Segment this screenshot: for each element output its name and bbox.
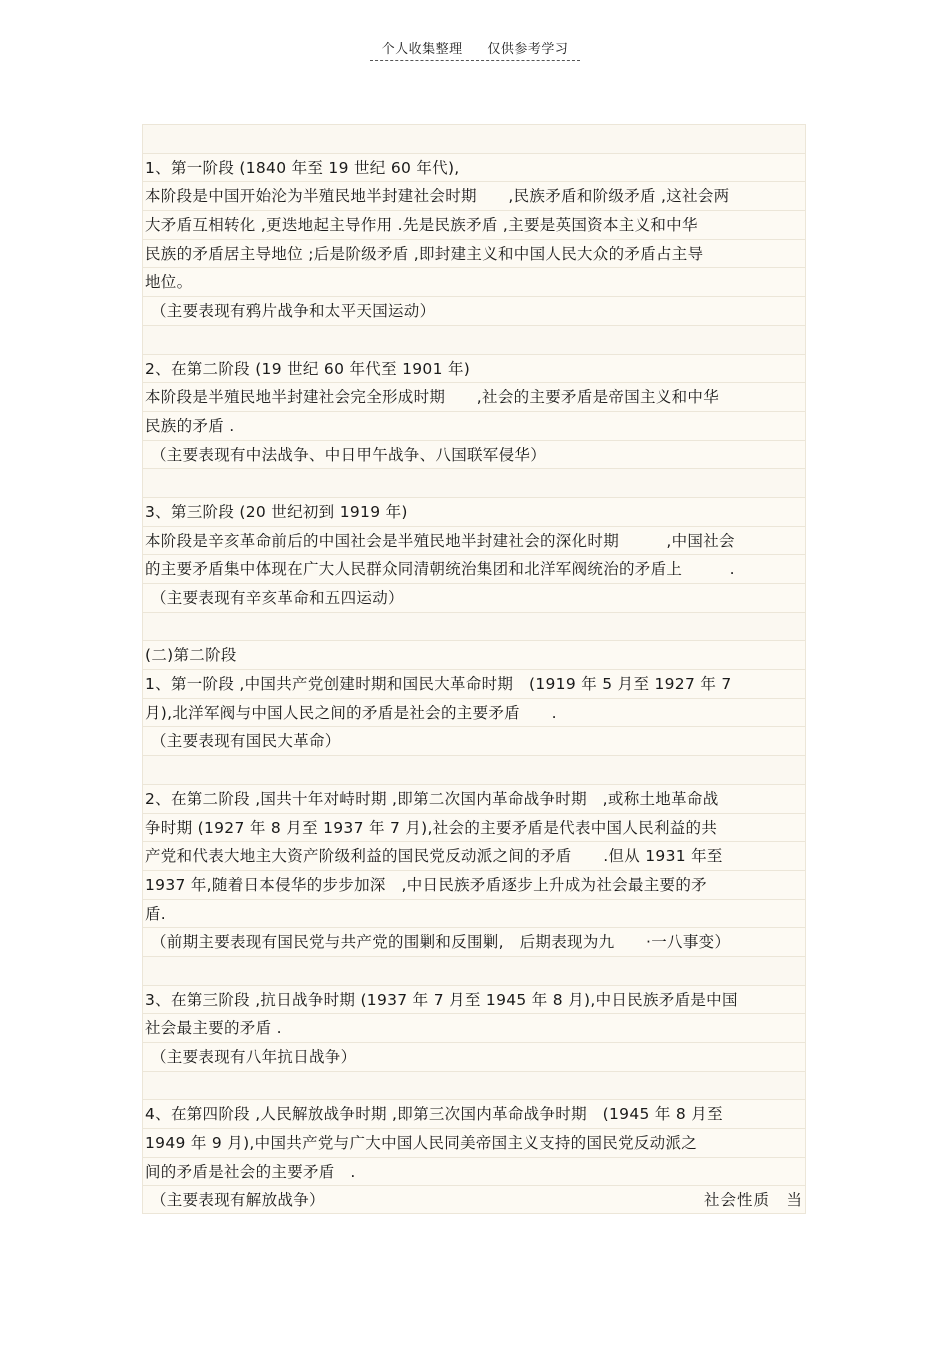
text-line: 2、在第二阶段 ,国共十年对峙时期 ,即第二次国内革命战争时期 ,或称土地革命战	[142, 784, 806, 813]
header-left-text: 个人收集整理	[381, 42, 463, 57]
text-line: （主要表现有鸦片战争和太平天国运动）	[142, 296, 806, 325]
text-line: 3、在第三阶段 ,抗日战争时期 (1937 年 7 月至 1945 年 8 月),中日民族矛盾是中国	[142, 985, 806, 1014]
text-line: 本阶段是辛亥革命前后的中国社会是半殖民地半封建社会的深化时期 ,中国社会	[142, 526, 806, 555]
text-line: （前期主要表现有国民党与共产党的围剿和反围剿, 后期表现为九 ·一八事变）	[142, 927, 806, 956]
text-line: 3、第三阶段 (20 世纪初到 1919 年)	[142, 497, 806, 526]
text-line: 的主要矛盾集中体现在广大人民群众同清朝统治集团和北洋军阀统治的矛盾上 .	[142, 554, 806, 583]
text-line: 间的矛盾是社会的主要矛盾 .	[142, 1157, 806, 1186]
text-line: 4、在第四阶段 ,人民解放战争时期 ,即第三次国内革命战争时期 (1945 年 8 月至	[142, 1099, 806, 1128]
blank-line	[142, 956, 806, 985]
text-line: 月),北洋军阀与中国人民之间的矛盾是社会的主要矛盾 .	[142, 698, 806, 727]
text-line: 1、第一阶段 ,中国共产党创建时期和国民大革命时期 (1919 年 5 月至 1927 年 7	[142, 669, 806, 698]
text-line: 大矛盾互相转化 ,更迭地起主导作用 .先是民族矛盾 ,主要是英国资本主义和中华	[142, 210, 806, 239]
text-line: 民族的矛盾 .	[142, 411, 806, 440]
text-line: 1949 年 9 月),中国共产党与广大中国人民同美帝国主义支持的国民党反动派之	[142, 1128, 806, 1157]
last-line-right: 社会性质 当	[703, 1191, 803, 1210]
text-line: 1937 年,随着日本侵华的步步加深 ,中日民族矛盾逐步上升成为社会最主要的矛	[142, 870, 806, 899]
blank-line	[142, 325, 806, 354]
text-line: （主要表现有八年抗日战争）	[142, 1042, 806, 1071]
text-line: 争时期 (1927 年 8 月至 1937 年 7 月),社会的主要矛盾是代表中国人民利益的共	[142, 813, 806, 842]
blank-line	[142, 468, 806, 497]
text-line: 本阶段是半殖民地半封建社会完全形成时期 ,社会的主要矛盾是帝国主义和中华	[142, 382, 806, 411]
blank-line	[142, 124, 806, 153]
blank-line	[142, 612, 806, 641]
text-line: 2、在第二阶段 (19 世纪 60 年代至 1901 年)	[142, 354, 806, 383]
text-line: (二)第二阶段	[142, 640, 806, 669]
text-line: 1、第一阶段 (1840 年至 19 世纪 60 年代),	[142, 153, 806, 182]
text-line: 社会最主要的矛盾 .	[142, 1013, 806, 1042]
text-line: 本阶段是中国开始沦为半殖民地半封建社会时期 ,民族矛盾和阶级矛盾 ,这社会两	[142, 181, 806, 210]
header-right-text: 仅供参考学习	[487, 42, 569, 57]
text-line: （主要表现有国民大革命）	[142, 726, 806, 755]
text-line: 民族的矛盾居主导地位 ;后是阶级矛盾 ,即封建主义和中国人民大众的矛盾占主导	[142, 239, 806, 268]
text-line: 盾.	[142, 899, 806, 928]
header-underline	[370, 38, 581, 61]
blank-line	[142, 1071, 806, 1100]
blank-line	[142, 755, 806, 784]
text-line-last	[142, 1185, 806, 1214]
document-body	[142, 124, 806, 1214]
text-line: （主要表现有中法战争、中日甲午战争、八国联军侵华）	[142, 440, 806, 469]
text-line: 产党和代表大地主大资产阶级利益的国民党反动派之间的矛盾 .但从 1931 年至	[142, 841, 806, 870]
last-line-left: （主要表现有解放战争）	[151, 1191, 325, 1210]
text-line: （主要表现有辛亥革命和五四运动）	[142, 583, 806, 612]
text-line: 地位。	[142, 267, 806, 296]
page-header	[0, 38, 950, 61]
